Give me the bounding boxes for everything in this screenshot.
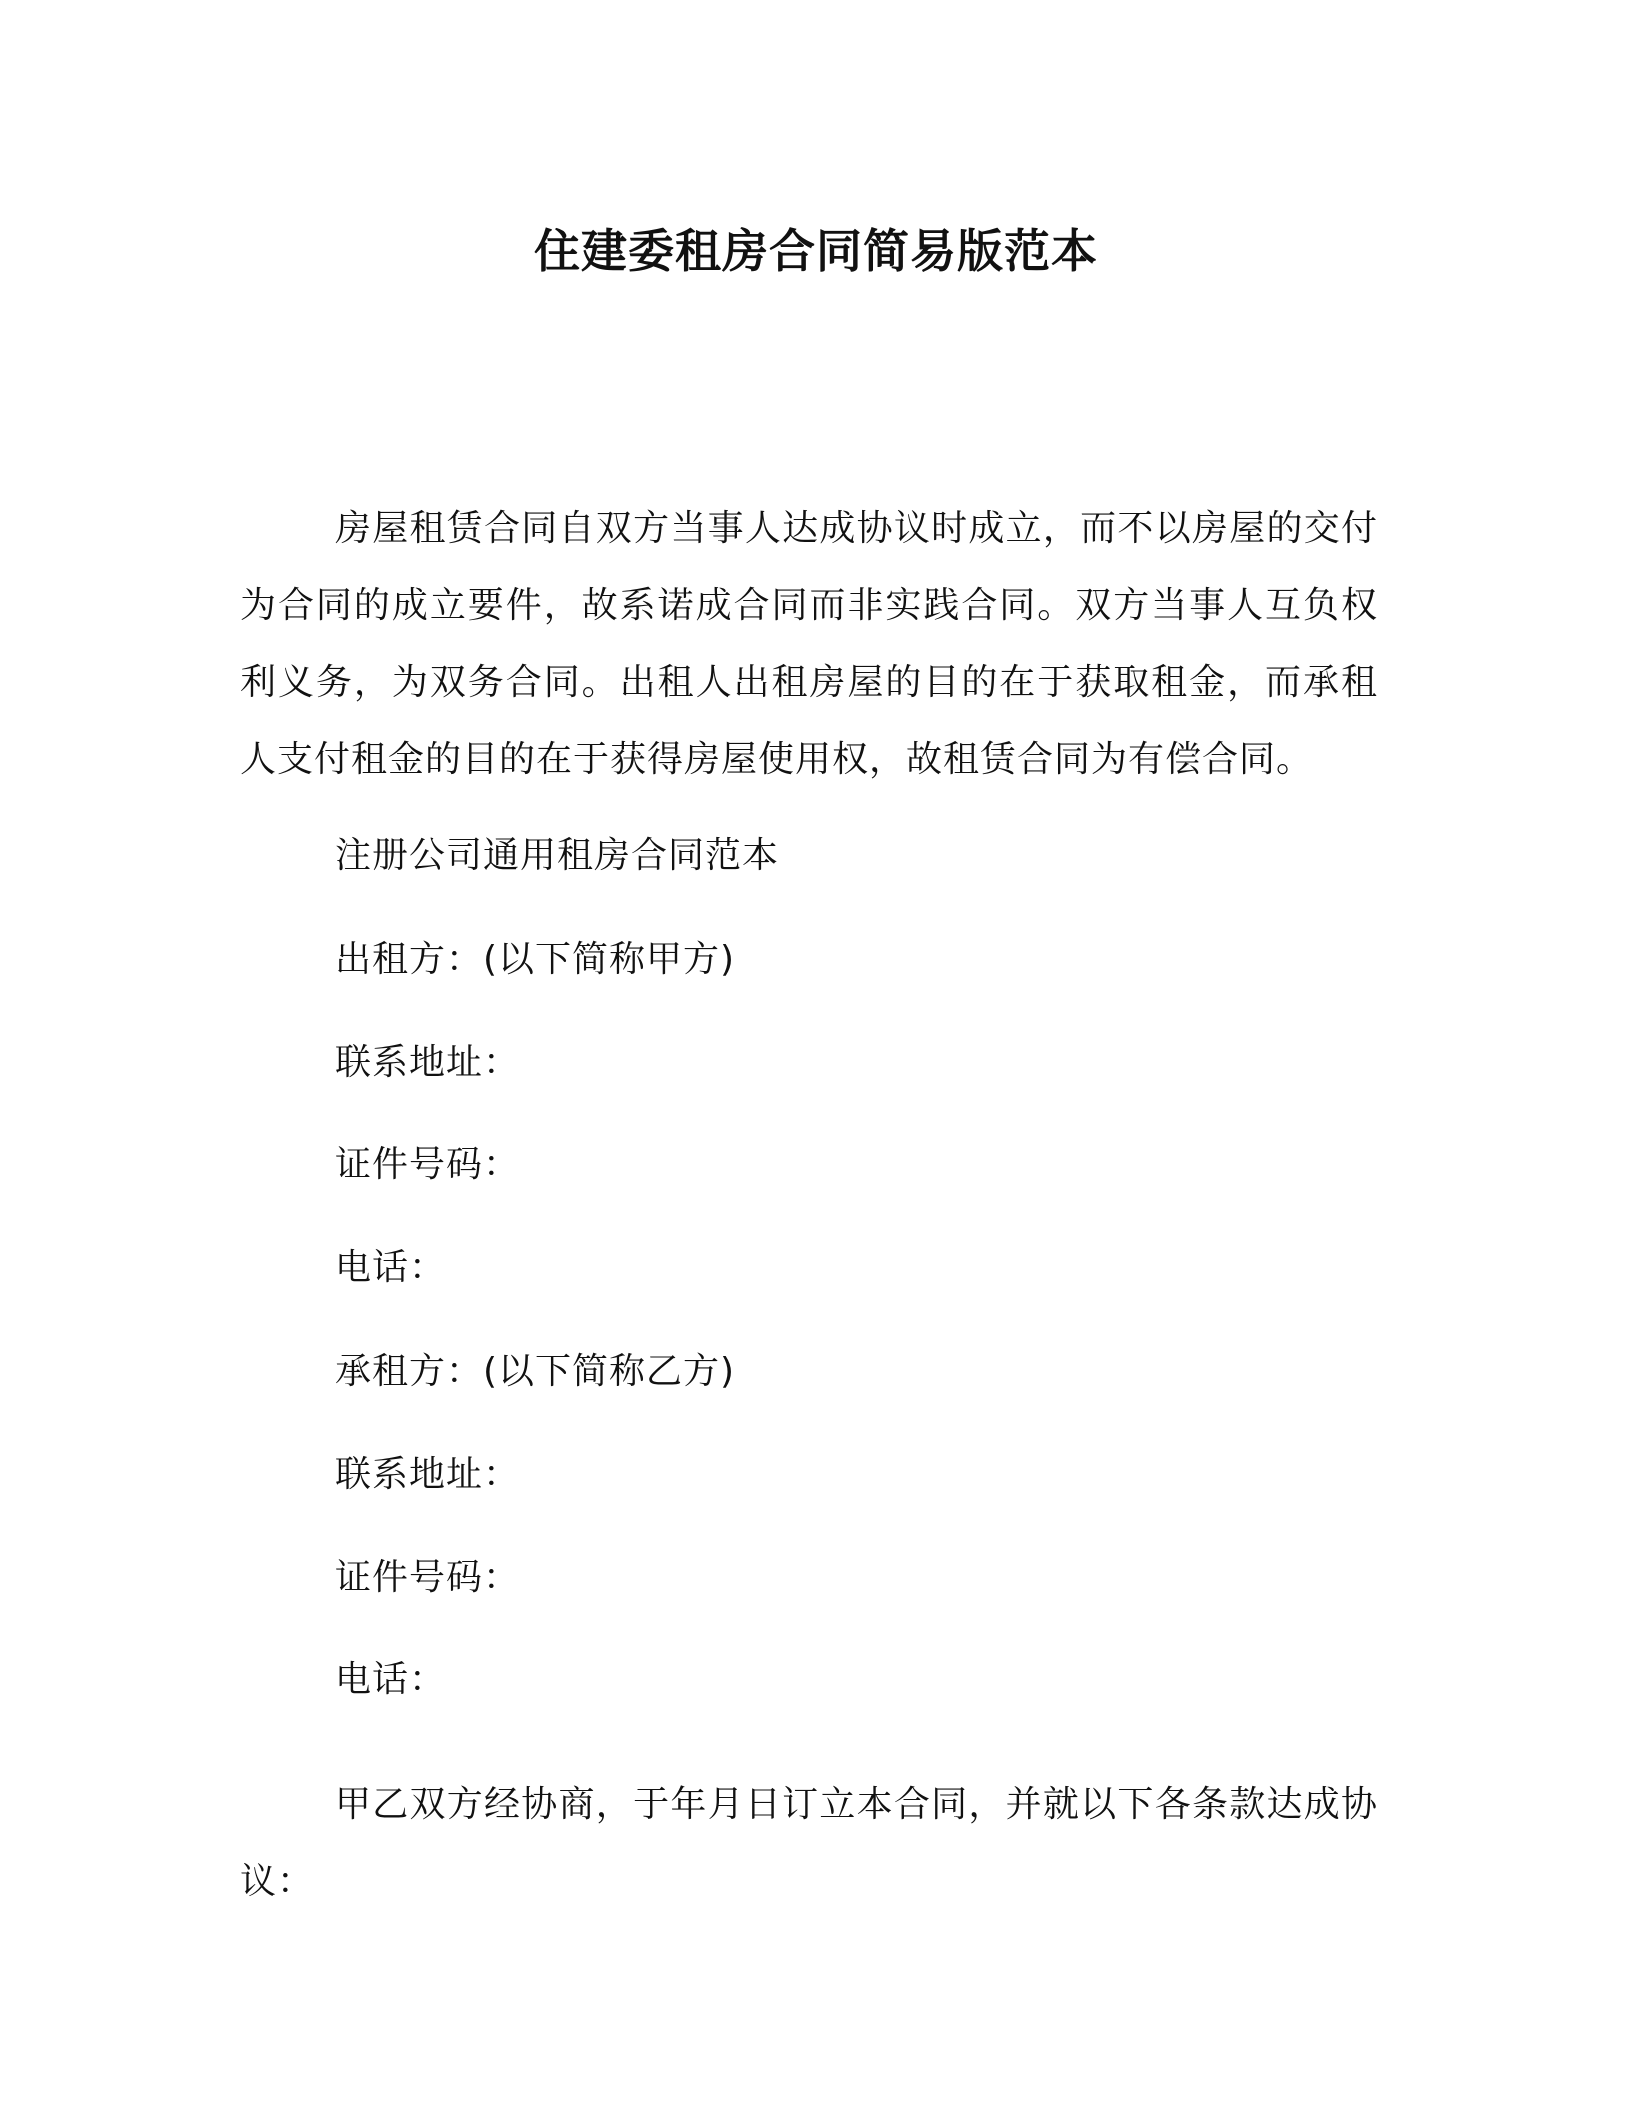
intro-paragraph: 房屋租赁合同自双方当事人达成协议时成立，而不以房屋的交付为合同的成立要件，故系诺成合同而非实践合同。双方当事人互负权利义务，为双务合同。出租人出租房屋的目的在于获取租金，而承租人支付租金的目的在于获得房屋使用权，故租赁合同为有偿合同。: [240, 508, 1378, 780]
lessor-id-number-line: 证件号码：: [335, 1144, 521, 1185]
contract-subtitle: 注册公司通用租房合同范本: [335, 835, 780, 876]
lessee-id-number-line: 证件号码：: [335, 1557, 521, 1598]
agreement-paragraph: 甲乙双方经协商，于年月日订立本合同，并就以下各条款达成协议：: [240, 1784, 1378, 1902]
lessee-phone-line: 电话：: [335, 1659, 447, 1700]
lessee-party-line: 承租方：(以下简称乙方): [335, 1351, 736, 1392]
lessor-party-line: 出租方：(以下简称甲方): [335, 939, 736, 980]
document-title: 住建委租房合同简易版范本: [534, 224, 1098, 278]
lessor-phone-line: 电话：: [335, 1247, 447, 1288]
lessee-address-line: 联系地址：: [335, 1454, 521, 1495]
lessor-address-line: 联系地址：: [335, 1042, 521, 1083]
